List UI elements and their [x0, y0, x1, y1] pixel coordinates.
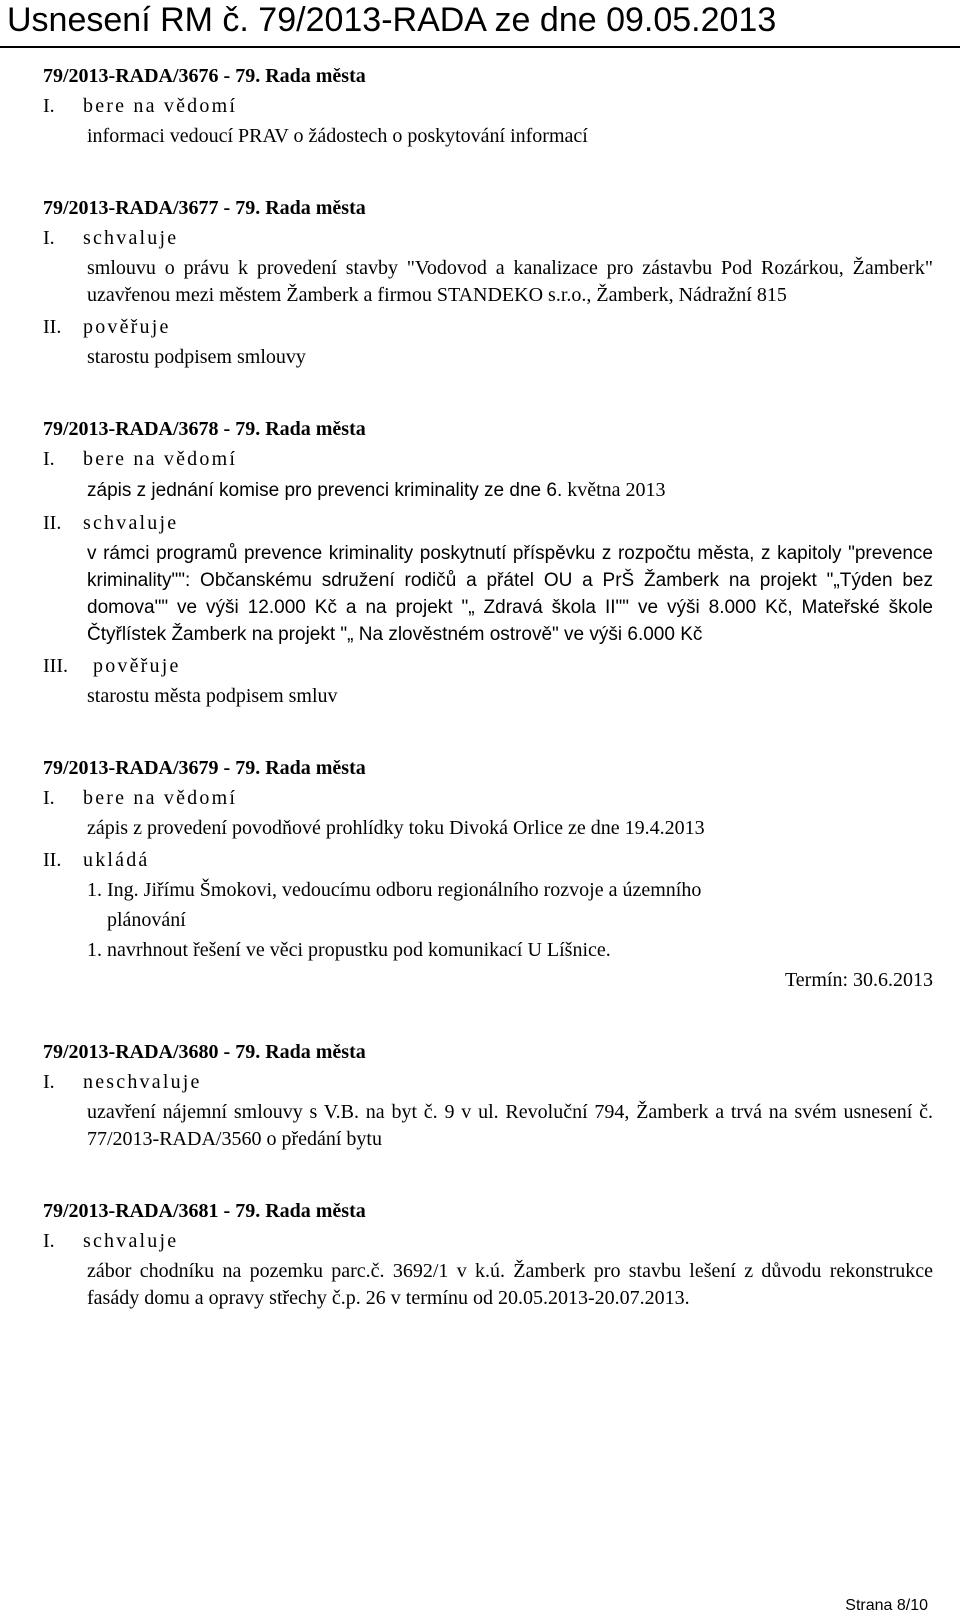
section-verb: bere na vědomí	[83, 448, 238, 470]
section-text-part: zápis z jednání komise pro prevenci kriminality ze dne 6.	[87, 480, 563, 501]
section-text: uzavření nájemní smlouvy s V.B. na byt č. 9 v ul. Revoluční 794, Žamberk a trvá na svém usnesení č. 77/2013-RADA/3560 o předání bytu	[87, 1101, 933, 1150]
section-text	[87, 476, 933, 505]
section-number: II.	[43, 512, 62, 534]
section-verb: pověřuje	[93, 655, 181, 677]
section-text: v rámci programů prevence kriminality poskytnutí příspěvku z rozpočtu města, z kapitoly "prevence kriminality"": Občanskému sdružení rodičů a přátel OU a PrŠ Žamberk na projekt "„Týden bez domova"" ve výši 12.000 Kč a na projekt "„ Zdravá škola II"" ve výši 8.000 Kč, Mateřské škole Čtyřlístek Žamberk na projekt "„ Na zlověstném ostrově" ve výši 6.000 Kč	[87, 543, 933, 645]
document-body	[43, 62, 933, 1356]
subtask-line: 1. navrhnout řešení ve věci propustku pod komunikací U Líšnice.	[87, 939, 611, 961]
resolution-title: 79/2013-RADA/3681 - 79. Rada města	[43, 1200, 366, 1222]
document-header: Usnesení RM č. 79/2013-RADA ze dne 09.05.2013	[7, 1, 777, 39]
resolution-3678	[43, 415, 933, 710]
section-number: II.	[43, 849, 62, 871]
section-number: I.	[43, 1230, 55, 1252]
section-heading	[43, 1228, 933, 1254]
section-number: II.	[43, 316, 62, 338]
resolution-title: 79/2013-RADA/3678 - 79. Rada města	[43, 418, 366, 440]
section-number: I.	[43, 787, 55, 809]
section-heading	[43, 225, 933, 251]
section-text: starostu města podpisem smluv	[87, 685, 338, 707]
section-number: I.	[43, 95, 55, 117]
page-number: Strana 8/10	[845, 1597, 928, 1614]
section-text: informaci vedoucí PRAV o žádostech o poskytování informací	[87, 125, 588, 147]
section-verb: schvaluje	[83, 1230, 179, 1252]
section-text: smlouvu o právu k provedení stavby "Vodovod a kanalizace pro zástavbu Pod Rozárkou, Žamberk" uzavřenou mezi městem Žamberk a firmou STANDEKO s.r.o., Žamberk, Nádražní 815	[87, 257, 933, 306]
section-verb: bere na vědomí	[83, 787, 238, 809]
resolution-title: 79/2013-RADA/3680 - 79. Rada města	[43, 1041, 366, 1063]
section-heading	[43, 446, 933, 472]
section-number: III.	[43, 655, 68, 677]
task-line: 1. Ing. Jiřímu Šmokovi, vedoucímu odboru regionálního rozvoje a územního	[87, 879, 702, 901]
header-rule	[0, 46, 960, 48]
resolution-3679	[43, 754, 933, 994]
section-verb: pověřuje	[83, 316, 171, 338]
resolution-3677	[43, 194, 933, 371]
section-heading	[43, 1069, 933, 1095]
section-verb: bere na vědomí	[83, 95, 238, 117]
section-text: zábor chodníku na pozemku parc.č. 3692/1 v k.ú. Žamberk pro stavbu lešení z důvodu rekonstrukce fasády domu a opravy střechy č.p. 26 v termínu od 20.05.2013-20.07.2013.	[87, 1260, 933, 1309]
section-heading	[43, 510, 933, 536]
section-verb: neschvaluje	[83, 1071, 202, 1093]
section-number: I.	[43, 227, 55, 249]
section-text: zápis z provedení povodňové prohlídky toku Divoká Orlice ze dne 19.4.2013	[87, 817, 705, 839]
task-line: plánování	[107, 909, 186, 931]
section-verb: schvaluje	[83, 512, 179, 534]
resolution-3681	[43, 1197, 933, 1312]
resolution-title: 79/2013-RADA/3676 - 79. Rada města	[43, 65, 366, 87]
section-heading	[43, 314, 933, 340]
section-number: I.	[43, 448, 55, 470]
section-heading	[43, 785, 933, 811]
resolution-title: 79/2013-RADA/3677 - 79. Rada města	[43, 197, 366, 219]
section-heading	[43, 653, 933, 679]
section-number: I.	[43, 1071, 55, 1093]
deadline: Termín: 30.6.2013	[784, 969, 933, 991]
section-heading	[43, 93, 933, 119]
resolution-3680	[43, 1038, 933, 1153]
resolution-title: 79/2013-RADA/3679 - 79. Rada města	[43, 757, 366, 779]
section-verb: ukládá	[83, 849, 150, 871]
resolution-3676	[43, 62, 933, 150]
section-text: starostu podpisem smlouvy	[87, 346, 306, 368]
section-verb: schvaluje	[83, 227, 179, 249]
section-text-part: května 2013	[567, 479, 666, 501]
section-heading	[43, 847, 933, 873]
